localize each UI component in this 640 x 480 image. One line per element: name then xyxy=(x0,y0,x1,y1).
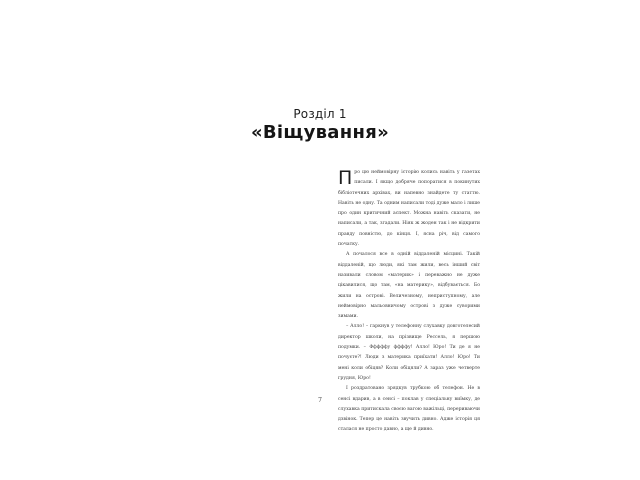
page-number: 7 xyxy=(318,397,322,404)
chapter-body xyxy=(338,168,480,436)
chapter-title: «Віщування» xyxy=(250,122,390,143)
drop-cap: П xyxy=(338,167,353,189)
paragraph-text: ро цю неймовірну історію колись навіть у газетах писали. І якщо добряче попоратися в покинутих бібліотечних архівах, ви напевно знайдете ту статтю. Навіть не одну. Та одним написали тоді дуже мало і лише про один критичний аспект. Можна навіть сказати, не написали, а так, згадали. Ніяк ж жоден так і не відкрити правду повністю, до кінця. І, ясна річ, від самого початку. xyxy=(338,170,480,248)
body-paragraph: І роздратовано зрядкув трубкою об телефон. Не в сенсі вдарив, а в сенсі – поклав у спеціальну виїмку, де слухавка притискала своєю вагою важільці, перериваючи дзвінок. Тепер це навіть звучить дивно. Адже історія ця сталася не просто давно, а ще й дивно. xyxy=(338,386,480,433)
body-paragraph: – Алло! – гаркнув у телефонну слухавку довготелесий директор школи, на прізвище Рессель, я першою подумки. – Фффффу ффффу! Алло! Юро! Ти де я не почуєте?! Люди з материка приїхати! Алло! Юро! Ти мені коли обіцяв? Коли обіцяли? А зараз уже четверте грудня, Юро! xyxy=(338,324,480,381)
chapter-number: Розділ 1 xyxy=(293,107,347,121)
body-paragraph xyxy=(338,168,480,250)
body-paragraph: А почалося все в одній віддаленій місцині. Такій віддаленій, що люди, які там жили, весь інший світ називали словом «материк» і переважно не дуже цікавилися, що там, «на материку», відбувається. Бо жили на острові. Величезному, неприступному, але неймовірно мальовничому острові з дуже суворими зимами. xyxy=(338,252,480,320)
